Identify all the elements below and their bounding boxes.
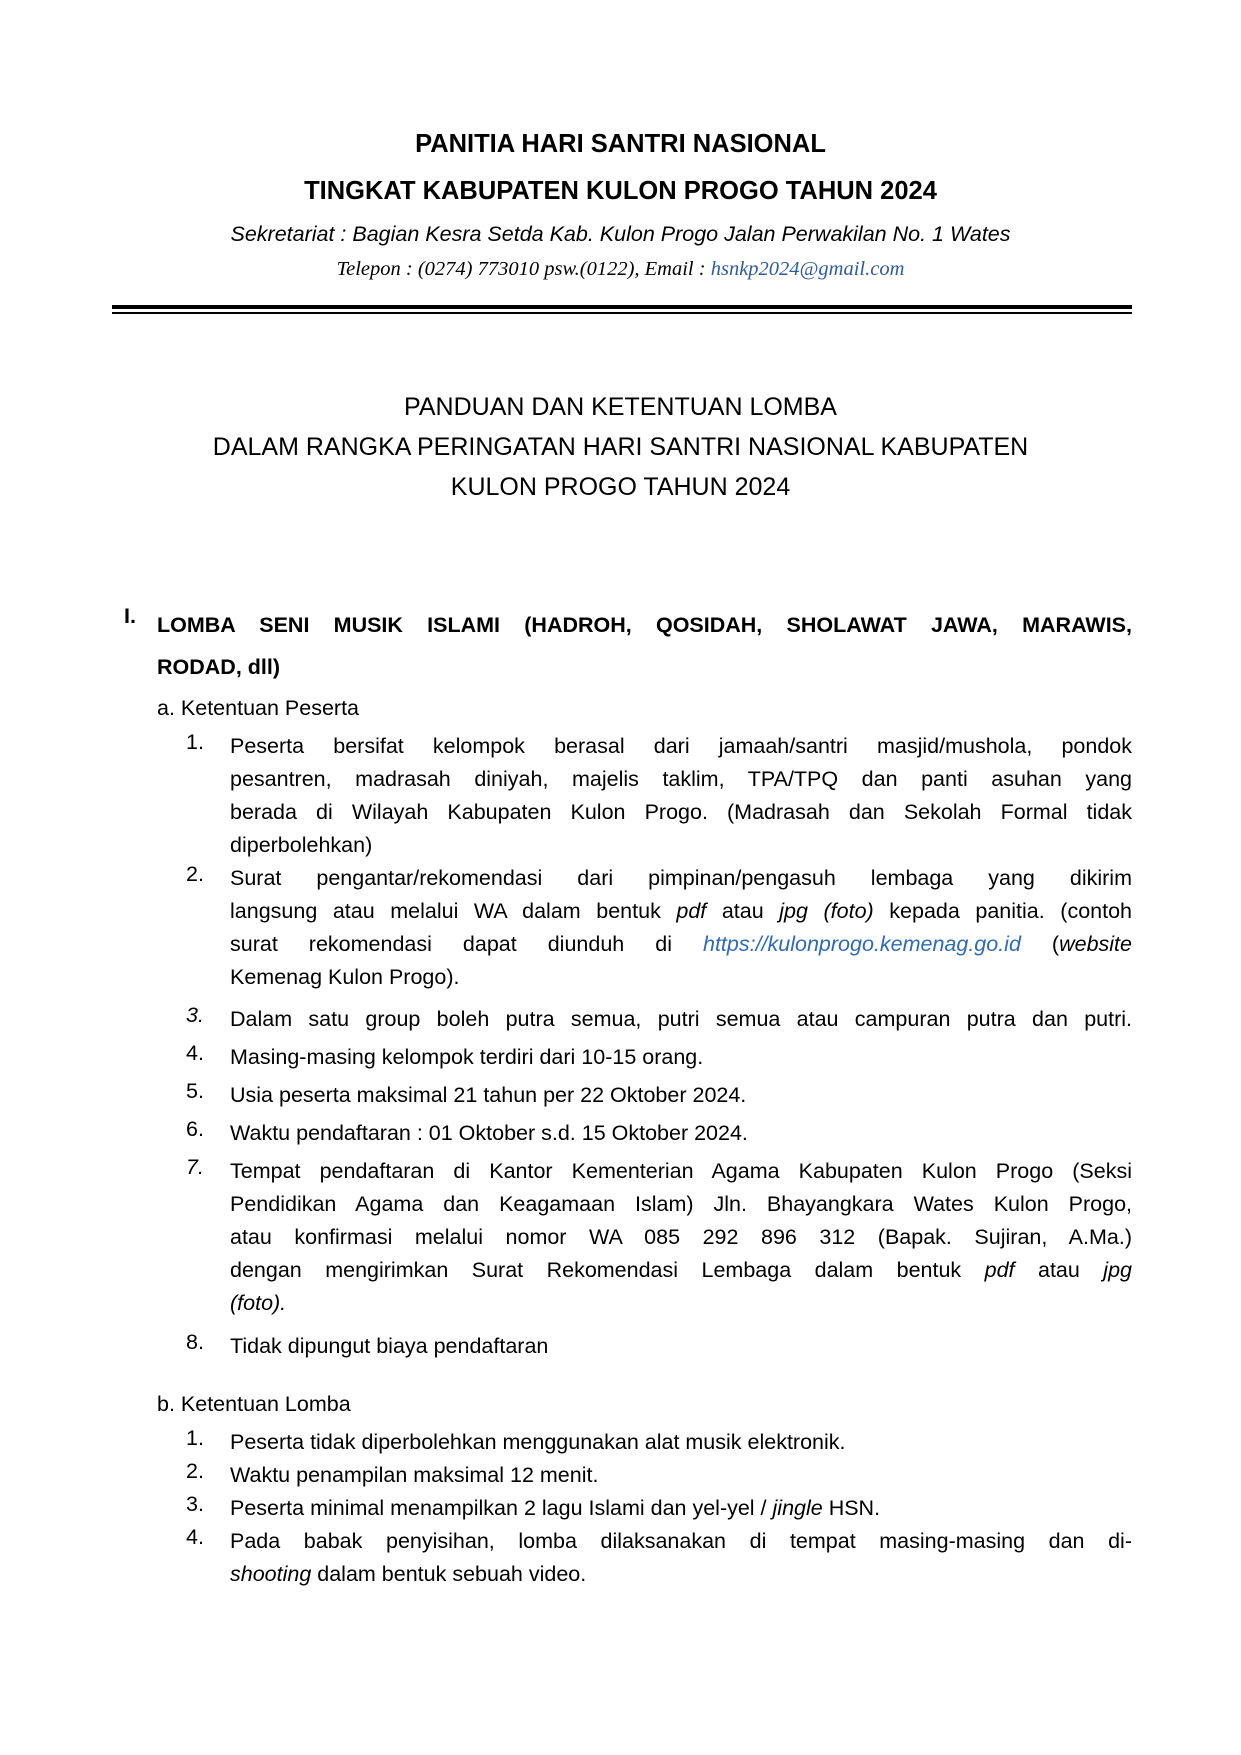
list-number: 3.: [186, 1492, 204, 1516]
list-text-line: pesantren, madrasah diniyah, majelis taklim, TPA/TPQ dan panti asuhan yang: [230, 767, 1132, 791]
section-title-line1: LOMBA SENI MUSIK ISLAMI (HADROH, QOSIDAH, SHOLAWAT JAWA, MARAWIS,: [157, 613, 1132, 637]
list-number: 2.: [186, 862, 204, 886]
kemenag-website-link[interactable]: https://kulonprogo.kemenag.go.id: [702, 932, 1021, 956]
list-text-line: Peserta tidak diperbolehkan menggunakan alat musik elektronik.: [230, 1430, 846, 1454]
list-text-line: Waktu pendaftaran : 01 Oktober s.d. 15 Oktober 2024.: [230, 1121, 748, 1145]
section-title-line2: RODAD, dll): [157, 655, 281, 679]
list-text-line: Usia peserta maksimal 21 tahun per 22 Oktober 2024.: [230, 1083, 747, 1107]
list-number: 7.: [186, 1155, 204, 1179]
letterhead-contact: [0, 258, 1241, 281]
list-number: 2.: [186, 1459, 204, 1483]
list-text-line: dengan mengirimkan Surat Rekomendasi Lembaga dalam bentuk pdf atau jpg: [230, 1258, 1132, 1282]
list-text-line: atau konfirmasi melalui nomor WA 085 292 896 312 (Bapak. Sujiran, A.Ma.): [230, 1225, 1132, 1249]
list-text-line: Tempat pendaftaran di Kantor Kementerian Agama Kabupaten Kulon Progo (Seksi: [230, 1159, 1132, 1183]
list-text-line: Dalam satu group boleh putra semua, putri semua atau campuran putra dan putri.: [230, 1007, 1132, 1031]
letterhead-title-line2: TINGKAT KABUPATEN KULON PROGO TAHUN 2024: [304, 177, 937, 205]
document-title: [0, 387, 1241, 507]
letterhead-rule-thick: [112, 305, 1132, 309]
list-text-line: diperbolehkan): [230, 833, 373, 857]
list-text-line: surat rekomendasi dapat diunduh di https://kulonprogo.kemenag.go.id (website: [230, 932, 1132, 956]
list-text-line: berada di Wilayah Kabupaten Kulon Progo. (Madrasah dan Sekolah Formal tidak: [230, 800, 1132, 824]
letterhead-title-line1: PANITIA HARI SANTRI NASIONAL: [415, 130, 826, 158]
list-text-line: Masing-masing kelompok terdiri dari 10-15 orang.: [230, 1045, 704, 1069]
list-number: 8.: [186, 1330, 204, 1354]
list-text-line: Peserta bersifat kelompok berasal dari jamaah/santri masjid/mushola, pondok: [230, 734, 1132, 758]
document-title-line1: PANDUAN DAN KETENTUAN LOMBA: [404, 393, 837, 421]
section-number: I.: [124, 604, 136, 628]
letterhead-rule-thin: [112, 312, 1132, 314]
list-text-line: Pada babak penyisihan, lomba dilaksanakan di tempat masing-masing dan di-: [230, 1529, 1132, 1553]
section-title: [157, 604, 1132, 688]
list-number: 3.: [186, 1003, 204, 1027]
list-text-line: Pendidikan Agama dan Keagamaan Islam) Jln. Bhayangkara Wates Kulon Progo,: [230, 1192, 1132, 1216]
subheading-ketentuan-peserta: a. Ketentuan Peserta: [157, 696, 360, 720]
list-text-line: (foto).: [230, 1291, 287, 1315]
list-text-line: langsung atau melalui WA dalam bentuk pdf atau jpg (foto) kepada panitia. (contoh: [230, 899, 1132, 923]
list-text-line: Surat pengantar/rekomendasi dari pimpinan/pengasuh lembaga yang dikirim: [230, 866, 1132, 890]
letterhead-sekretariat: Sekretariat : Bagian Kesra Setda Kab. Kulon Progo Jalan Perwakilan No. 1 Wates: [230, 222, 1011, 246]
list-number: 4.: [186, 1041, 204, 1065]
subheading-ketentuan-lomba: b. Ketentuan Lomba: [157, 1392, 351, 1416]
list-number: 5.: [186, 1079, 204, 1103]
list-text-line: Peserta minimal menampilkan 2 lagu Islami dan yel-yel / jingle HSN.: [230, 1496, 881, 1520]
list-number: 1.: [186, 1426, 204, 1450]
letterhead-email-link[interactable]: hsnkp2024@gmail.com: [710, 258, 905, 280]
list-number: 4.: [186, 1525, 204, 1549]
list-text-line: shooting dalam bentuk sebuah video.: [230, 1562, 587, 1586]
list-number: 1.: [186, 730, 204, 754]
letterhead-telepon: Telepon : (0274) 773010 psw.(0122), Email :: [336, 258, 711, 280]
list-text-line: Tidak dipungut biaya pendaftaran: [230, 1334, 549, 1358]
list-text-line: Waktu penampilan maksimal 12 menit.: [230, 1463, 599, 1487]
document-title-line2: DALAM RANGKA PERINGATAN HARI SANTRI NASIONAL KABUPATEN: [212, 433, 1029, 461]
document-title-line3: KULON PROGO TAHUN 2024: [450, 473, 791, 501]
list-number: 6.: [186, 1117, 204, 1141]
list-text-line: Kemenag Kulon Progo).: [230, 965, 460, 989]
